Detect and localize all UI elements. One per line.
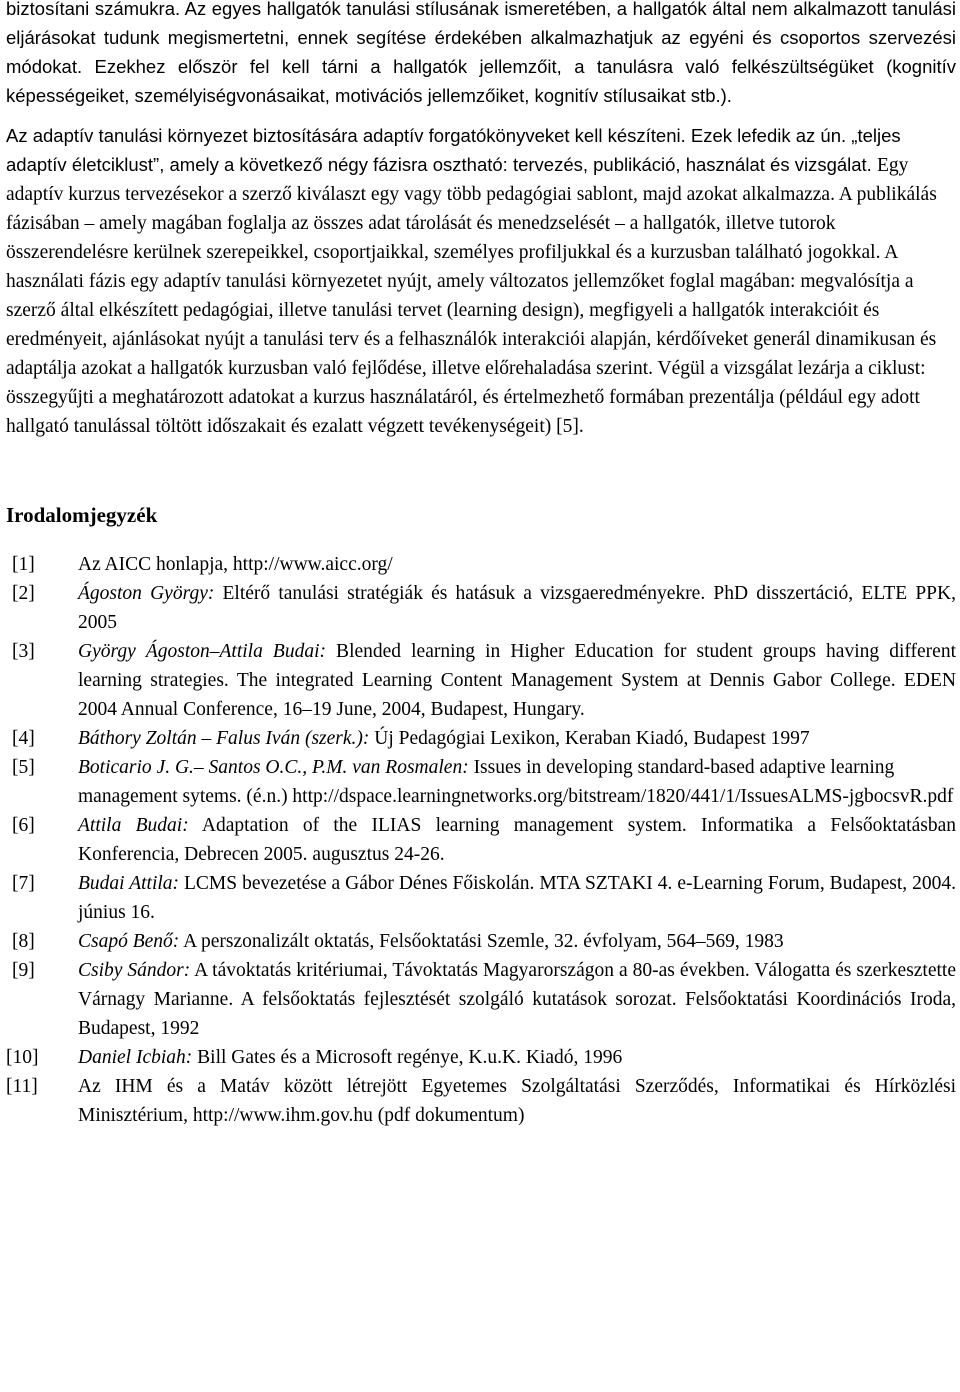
reference-number: [6] [12,815,35,836]
bibliography-heading: Irodalomjegyzék [6,503,158,527]
reference-number: [2] [12,583,35,604]
reference-number: [1] [12,554,35,575]
reference-item [6,1072,956,1130]
reference-item [6,753,956,811]
reference-text [78,927,956,956]
reference-item [6,550,956,579]
reference-author: Budai Attila: [78,873,180,894]
reference-text [78,637,956,724]
reference-text [78,579,956,637]
reference-details: Blended learning in Higher Education for student groups having different learning strategies. The integrated Learning Content Management System at Dennis Gabor College. EDEN 2004 Annual Conference, 16–19 June, 2004, Budapest, Hungary. [78,641,956,720]
reference-details: Issues in developing standard-based adaptive learning management sytems. (é.n.) http://dspace.learningnetworks.org/bitstream/1820/441/1/IssuesALMS-jgbocsvR.pdf [78,757,954,807]
reference-item [6,811,956,869]
reference-details: Adaptation of the ILIAS learning management system. Informatika a Felsőoktatásban Konferencia, Debrecen 2005. augusztus 24-26. [78,815,956,865]
reference-text [78,956,956,1043]
document-page [6,0,956,1130]
reference-author: Ágoston György: [78,583,215,604]
reference-item [6,956,956,1043]
reference-item [6,927,956,956]
reference-text [78,1072,956,1130]
intro-paragraph: biztosítani számukra. Az egyes hallgatók tanulási stílusának ismeretében, a hallgatók által nem alkalmazott tanulási eljárásokat tudunk megismertetni, ennek segítése érdekében alkalmazhatjuk az egyéni és csoportos szervezési módokat. Ezekhez először fel kell tárni a hallgatók jellemzőit, a tanulásra való felkészültségüket (kognitív képességeiket, személyiségvonásaikat, motivációs jellemzőiket, kognitív stílusaikat stb.). [6,0,956,106]
reference-details: Az IHM és a Matáv között létrejött Egyetemes Szolgáltatási Szerződés, Informatikai és Hírközlési Minisztérium, http://www.ihm.gov.hu (pdf dokumentum) [78,1076,956,1126]
reference-number: [8] [12,931,35,952]
reference-number: [4] [12,728,35,749]
reference-details: Új Pedagógiai Lexikon, Keraban Kiadó, Budapest 1997 [369,728,810,749]
reference-number: [11] [6,1076,38,1097]
reference-item [6,724,956,753]
reference-number: [9] [12,960,35,981]
reference-author: Boticario J. G.– Santos O.C., P.M. van Rosmalen: [78,757,469,778]
reference-details: Az AICC honlapja, http://www.aicc.org/ [78,554,393,575]
reference-author: Attila Budai: [78,815,189,836]
reference-author: Csiby Sándor: [78,960,191,981]
reference-text [78,811,956,869]
reference-details: A perszonalizált oktatás, Felsőoktatási Szemle, 32. évfolyam, 564–569, 1983 [179,931,784,952]
reference-author: Báthory Zoltán – Falus Iván (szerk.): [78,728,370,749]
reference-details: A távoktatás kritériumai, Távoktatás Magyarországon a 80-as években. Válogatta és szerkesztette Várnagy Marianne. A felsőoktatás fejlesztését szolgáló kutatások sorozat. Felsőoktatási Koordinációs Iroda, Budapest, 1992 [78,960,956,1039]
reference-text [78,724,956,753]
adaptive-paragraph-part1: Az adaptív tanulási környezet biztosítására adaptív forgatókönyveket kell készíteni. Ezek lefedik az ún. „teljes adaptív életciklust”, amely a következő négy fázisra osztható: tervezés, publikáció, használat és vizsgálat. [6,125,901,175]
reference-author: Csapó Benő: [78,931,180,952]
reference-item [6,637,956,724]
reference-list [6,550,956,1130]
reference-text [78,1043,956,1072]
reference-author: György Ágoston–Attila Budai: [78,641,326,662]
reference-author: Daniel Icbiah: [78,1047,193,1068]
reference-details: Bill Gates és a Microsoft regénye, K.u.K. Kiadó, 1996 [192,1047,623,1068]
reference-number: [10] [6,1047,39,1068]
reference-text [78,869,956,927]
reference-text [78,753,956,811]
reference-number: [5] [12,757,35,778]
reference-item [6,869,956,927]
reference-text [78,550,956,579]
reference-details: LCMS bevezetése a Gábor Dénes Főiskolán. MTA SZTAKI 4. e-Learning Forum, Budapest, 2004. június 16. [78,873,956,923]
adaptive-paragraph-part2: Egy adaptív kurzus tervezésekor a szerző kiválaszt egy vagy több pedagógiai sablont, majd azokat alkalmazza. A publikálás fázisában – amely magában foglalja az összes adat tárolását és menedzselését – a hallgatók, illetve tutorok összerendelésre kerülnek szerepeikkel, csoportjaikkal, személyes profiljukkal és a kurzusban található jogokkal. A használati fázis egy adaptív tanulási környezetet nyújt, amely változatos jellemzőket foglal magában: megvalósítja a szerző által elkészített pedagógiai, illetve tanulási tervet (learning design), megfigyeli a hallgatók interakcióit és eredményeit, ajánlásokat nyújt a tanulási terv és a felhasználók interakciói alapján, kérdőíveket generál dinamikusan és adaptálja azokat a hallgatók kurzusban való fejlődése, illetve előrehaladása szerint. Végül a vizsgálat lezárja a ciklust: összegyűjti a meghatározott adatokat a kurzus használatáról, és értelmezhető formában prezentálja (például egy adott hallgató tanulással töltött időszakait és ezalatt végzett tevékenységeit) [5]. [6,155,937,437]
reference-number: [3] [12,641,35,662]
reference-item [6,579,956,637]
reference-item [6,1043,956,1072]
reference-number: [7] [12,873,35,894]
reference-details: Eltérő tanulási stratégiák és hatásuk a vizsgaeredményekre. PhD disszertáció, ELTE PPK, 2005 [78,583,956,633]
